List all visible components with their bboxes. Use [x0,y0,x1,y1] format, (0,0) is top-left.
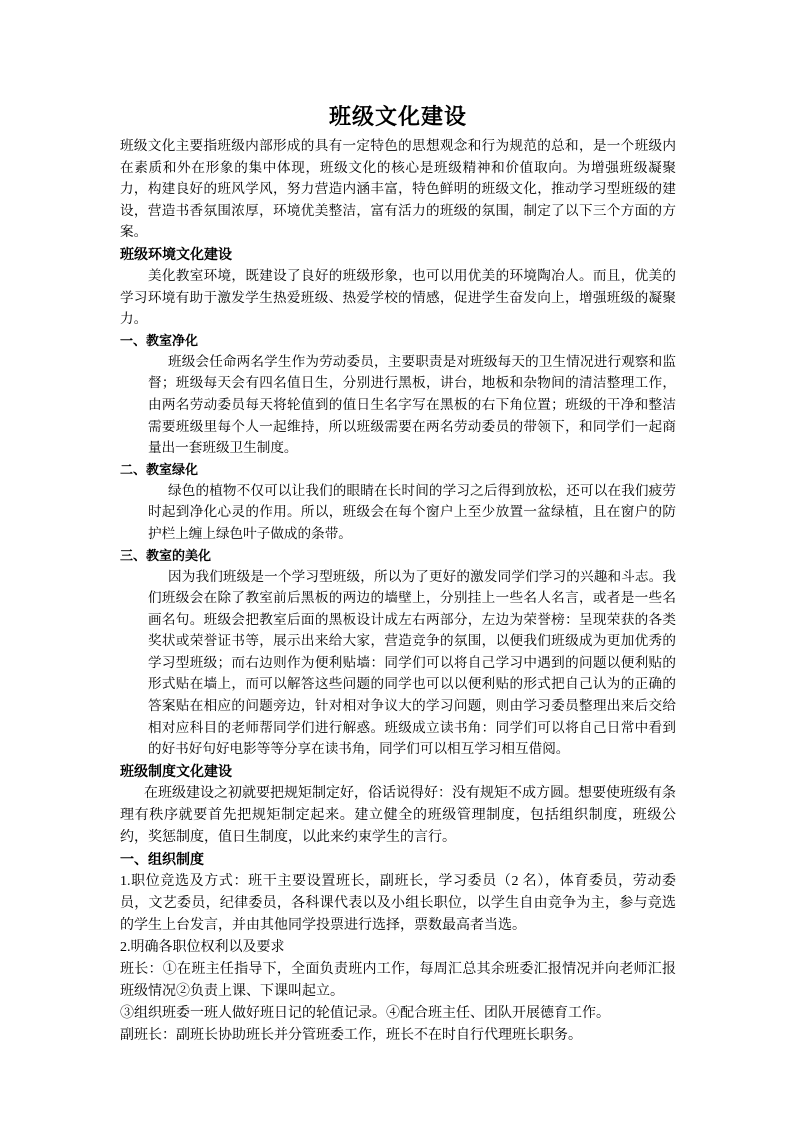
document-page [120,102,676,1047]
document-title: 班级文化建设 [328,104,467,130]
duties-heading: 2.明确各职位权利以及要求 [120,939,285,955]
subsection-heading-organization: 一、组织制度 [120,851,204,868]
beautify-paragraph: 因为我们班级是一个学习型班级，所以为了更好的激发同学们学习的兴趣和斗志。我们班级会在除了教室前后黑板的两边的墙壁上，分别挂上一些名人名言，或者是一些名画名句。班级会把教室后面的黑板设计成左右两部分，左边为荣誉榜：呈现荣获的各类奖状或荣誉证书等，展示出来给大家，营造竞争的氛围，以便我们班级成为更加优秀的学习型班级；而右边则作为便利贴墙：同学们可以将自己学习中遇到的问题以便利贴的形式贴在墙上，而可以解答这些问题的同学也可以以便利贴的形式把自己认为的正确的答案贴在相应的问题旁边，针对相对争议大的学习问题，则由学习委员整理出来后交给相对应科目的老师帮同学们进行解惑。班级成立读书角：同学们可以将自己日常中看到的好书好句好电影等等分享在读书角，同学们可以相互学习相互借阅。 [148,568,676,758]
subsection-heading-greening: 二、教室绿化 [120,462,199,478]
election-paragraph: 1.职位竞选及方式：班干主要设置班长，副班长，学习委员（2 名），体育委员，劳动委员，文艺委员，纪律委员，各科课代表以及小组长职位，以学生自由竞争为主，参与竞选的学生上台发言，并由其他同学投票进行选择，票数最高者当选。 [120,873,676,933]
cleaning-paragraph: 班级会任命两名学生作为劳动委员，主要职责是对班级每天的卫生情况进行观察和监督；班级每天会有四名值日生，分别进行黑板，讲台，地板和杂物间的清洁整理工作，由两名劳动委员每天将轮值到的值日生名字写在黑板的右下角位置；班级的干净和整洁需要班级里每个人一起维持，所以班级需要在两名劳动委员的带领下，和同学们一起商量出一套班级卫生制度。 [148,353,676,457]
greening-paragraph: 绿色的植物不仅可以让我们的眼睛在长时间的学习之后得到放松，还可以在我们疲劳时起到净化心灵的作用。所以，班级会在每个窗户上至少放置一盆绿植，且在窗户的防护栏上缠上绿色叶子做成的条带。 [148,482,676,542]
subsection-heading-cleaning: 一、教室净化 [120,333,199,349]
system-intro-paragraph: 在班级建设之初就要把规矩制定好，俗话说得好：没有规矩不成方圆。想要使班级有条理有秩序就要首先把规矩制定起来。建立健全的班级管理制度，包括组织制度，班级公约，奖惩制度，值日生制度，以此来约束学生的言行。 [120,785,676,845]
monitor-duties: 班长：①在班主任指导下，全面负责班内工作，每周汇总其余班委汇报情况并向老师汇报班级情况②负责上课、下课叫起立。 [120,961,676,999]
section-heading-environment: 班级环境文化建设 [120,246,232,263]
monitor-duties-continued: ③组织班委一班人做好班日记的轮值记录。④配合班主任、团队开展德育工作。 [120,1005,610,1021]
section-heading-system: 班级制度文化建设 [120,763,232,780]
subsection-heading-beautify: 三、教室的美化 [120,548,212,564]
environment-intro-paragraph: 美化教室环境，既建设了良好的班级形象，也可以用优美的环境陶冶人。而且，优美的学习环境有助于激发学生热爱班级、热爱学校的情感，促进学生奋发向上，增强班级的凝聚力。 [120,267,676,328]
intro-paragraph: 班级文化主要指班级内部形成的具有一定特色的思想观念和行为规范的总和，是一个班级内在素质和外在形象的集中体现，班级文化的核心是班级精神和价值取向。为增强班级凝聚力，构建良好的班风学风，努力营造内涵丰富，特色鲜明的班级文化，推动学习型班级的建设，营造书香氛围浓厚，环境优美整洁，富有活力的班级的氛围，制定了以下三个方面的方案。 [120,138,676,241]
vice-monitor-duties: 副班长：副班长协助班长并分管班委工作，班长不在时自行代理班长职务。 [120,1027,582,1043]
